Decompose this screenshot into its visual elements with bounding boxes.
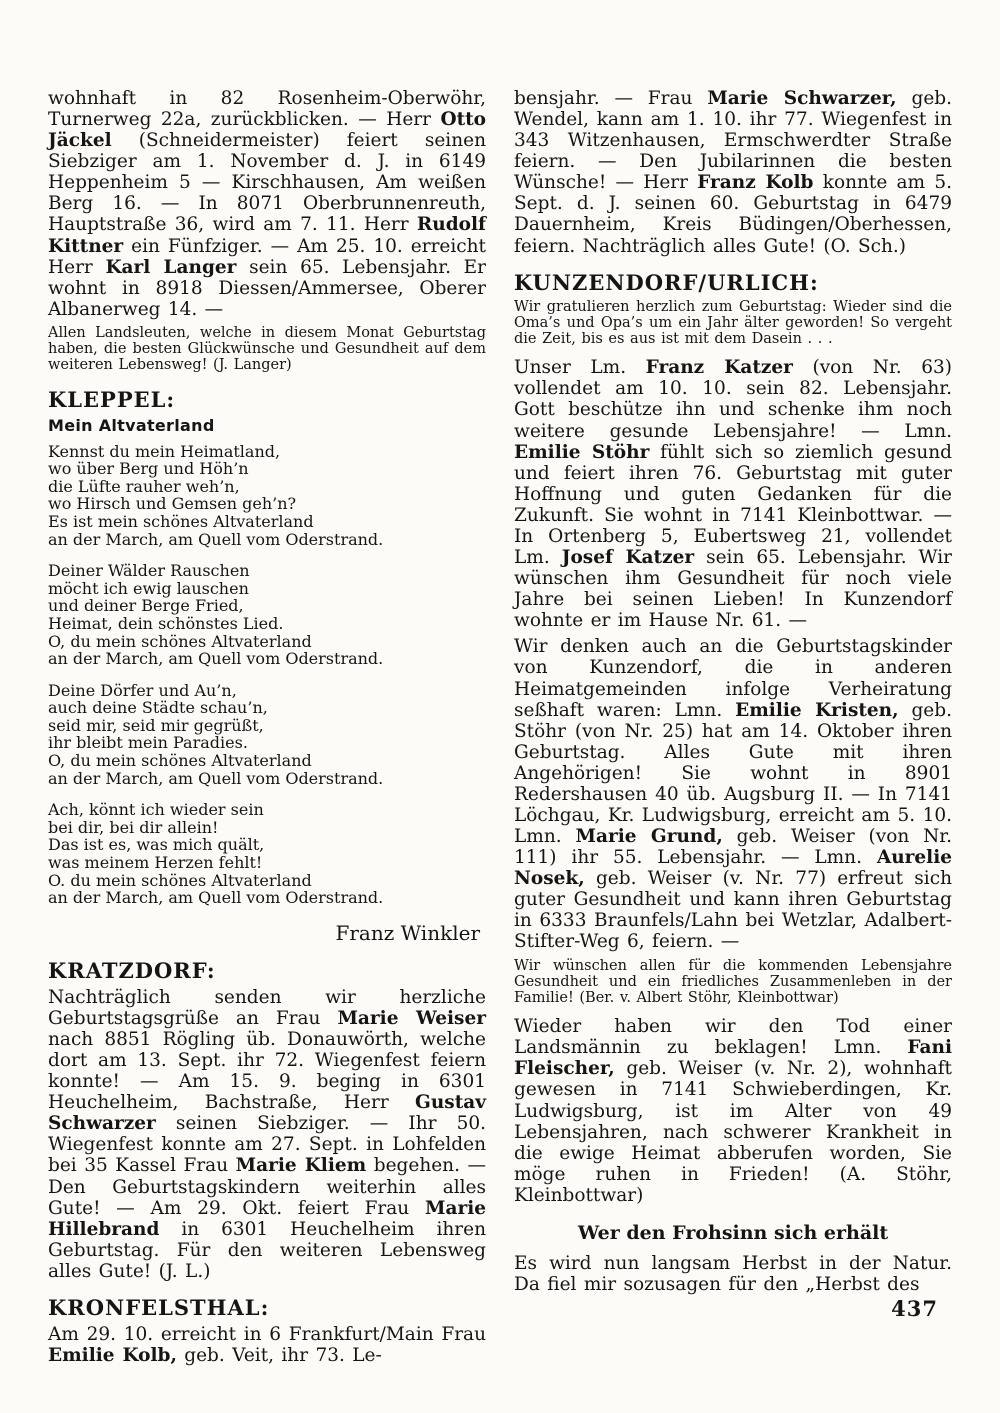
poem-line: Deine Dörfer und Au’n,: [48, 680, 237, 700]
poem-line: bei dir, bei dir allein!: [48, 817, 219, 837]
paragraph-kunzendorf-birthdays: [514, 357, 952, 631]
text-run: Wir gratulieren herzlich zum Geburtstag: Wieder sind die Oma’s und Opa’s um ein Jahr älter geworden! So vergeht die Zeit, bis es aus ist mit dem Dasein . . .: [514, 298, 952, 348]
paragraph-obituary: [514, 1016, 952, 1206]
text-run: sein 65. Lebensjahr. Er wohnt in 8918 Diessen/Ammersee, Oberer Albanerweg 14. —: [48, 256, 486, 320]
text-run: bensjahr. — Frau: [514, 88, 708, 109]
right-column: [514, 88, 952, 1371]
heading-kratzdorf: KRATZDORF:: [48, 957, 216, 983]
poem-line: O. du mein schönes Altvaterland: [48, 870, 312, 890]
text-run: geb. Weiser (v. Nr. 77) erfreut sich guter Gesundheit und kann ihren Geburtstag in 6333 Braunfels/Lahn bei Wetzlar, Adalbert-Stifter-Weg 6, feiern. —: [514, 868, 952, 953]
poem-line: Das ist es, was mich quält,: [48, 835, 265, 855]
text-run: Unser Lm.: [514, 357, 646, 379]
paragraph-kunzendorf-away: [514, 636, 952, 952]
poem-line: was meinem Herzen fehlt!: [48, 853, 263, 873]
person-name: Josef Katzer: [561, 547, 695, 569]
person-name: Marie Hillebrand: [48, 1197, 486, 1240]
heading-frohsinn: Wer den Frohsinn sich erhält: [577, 1221, 889, 1244]
person-name: Gustav Schwarzer: [48, 1092, 486, 1135]
paragraph-kratzdorf: [48, 987, 486, 1282]
text-run: Es wird nun langsam Herbst in der Natur. Da fiel mir sozusagen für den „Herbst des: [514, 1252, 952, 1295]
text-run: konnte am 5. Sept. d. J. seinen 60. Geburtstag in 6479 Dauernheim, Kreis Büdingen/Oberhessen, feiern. Nachträglich alles Gute! (O. Sch.): [514, 172, 952, 257]
poem-line: seid mir, seid mir gegrüßt,: [48, 715, 264, 735]
poem-line: Heimat, dein schönstes Lied.: [48, 613, 284, 633]
text-run: geb. Veit, ihr 73. Le-: [176, 1344, 382, 1366]
poem-line: O, du mein schönes Altvaterland: [48, 751, 312, 771]
person-name: Karl Langer: [105, 256, 237, 278]
person-name: Marie Grund,: [575, 826, 723, 848]
person-name: Marie Weiser: [337, 1007, 486, 1029]
poem-line: an der March, am Quell vom Oderstrand.: [48, 649, 384, 669]
poem-line: an der March, am Quell vom Oderstrand.: [48, 768, 384, 788]
poem-stanza-4: [48, 801, 486, 907]
person-name: Franz Kolb: [697, 172, 814, 194]
poem-line: die Lüfte rauher weh’n,: [48, 476, 240, 496]
poem-line: wo Hirsch und Gemsen geh’n?: [48, 494, 297, 514]
paragraph-kronfelsthal-continued: [514, 88, 952, 257]
person-name: Marie Schwarzer,: [707, 88, 897, 109]
poem-title: Mein Altvaterland: [48, 415, 215, 435]
text-run: Am 29. 10. erreicht in 6 Frankfurt/Main Frau: [48, 1323, 486, 1345]
person-name: Emilie Kolb,: [48, 1344, 177, 1366]
poem-line: O, du mein schönes Altvaterland: [48, 631, 312, 651]
text-run: Wir wünschen allen für die kommenden Lebensjahre Gesundheit und ein friedliches Zusammenleben in der Familie! (Ber. v. Albert Stöhr, Kleinbottwar): [514, 957, 952, 1006]
poem-stanza-2: [48, 562, 486, 668]
text-run: geb. Weiser (von Nr. 111) ihr 55. Lebensjahr. — Lmn.: [514, 826, 952, 869]
left-column: [48, 88, 486, 1371]
paragraph-kronfelsthal: [48, 1324, 486, 1366]
person-name: Marie Kliem: [235, 1155, 367, 1177]
poem-line: auch deine Städte schau’n,: [48, 698, 268, 718]
paragraph-frohsinn-intro: [514, 1253, 952, 1295]
note-kunzendorf-wishes: [514, 958, 952, 1007]
text-run: geb. Stöhr (von Nr. 25) hat am 14. Oktober ihren Geburtstag. Alles Gute mit ihren Angehörigen! Sie wohnt in 8901 Redershausen 40 üb. Augsburg II. — In 7141 Löchgau, Kr. Ludwigsburg, erreicht am 5. 10. Lmn.: [514, 699, 952, 848]
text-run: nach 8851 Rögling üb. Donauwörth, welche dort am 13. Sept. ihr 72. Wiegenfest feiern konnte! — Am 15. 9. beging in 6301 Heuchelheim, Bachstraße, Herr: [48, 1028, 486, 1114]
text-run: seinen Siebziger. — Ihr 50. Wiegenfest konnte am 27. Sept. in Lohfelden bei 35 Kassel Frau: [48, 1113, 486, 1177]
paragraph-birthdays-continued: [48, 88, 486, 320]
text-run: Wieder haben wir den Tod einer Landsmännin zu beklagen! Lmn.: [514, 1016, 952, 1059]
poem-line: Ach, könnt ich wieder sein: [48, 800, 264, 820]
poem-line: Es ist mein schönes Altvaterland: [48, 511, 314, 531]
heading-kronfelsthal: KRONFELSTHAL:: [48, 1294, 270, 1320]
person-name: Emilie Kristen,: [735, 699, 899, 721]
poem-stanza-3: [48, 682, 486, 788]
two-column-layout: [48, 88, 952, 1371]
text-run: Wir denken auch an die Geburtstagskinder von Kunzendorf, die in anderen Heimatgemeinden infolge Verheiratung seßhaft waren: Lmn.: [514, 636, 952, 721]
poem-line: Deiner Wälder Rauschen: [48, 561, 250, 581]
note-congratulations: [48, 325, 486, 374]
person-name: Emilie Stöhr: [514, 441, 650, 463]
person-name: Franz Katzer: [645, 357, 793, 379]
poem-line: möcht ich ewig lauschen: [48, 578, 249, 598]
text-run: Allen Landsleuten, welche in diesem Monat Geburtstag haben, die besten Glückwünsche und Gesundheit auf dem weiteren Lebensweg! (J. Langer): [48, 324, 486, 374]
heading-kleppel: KLEPPEL:: [48, 386, 176, 412]
poem-line: ihr bleibt mein Paradies.: [48, 733, 248, 753]
person-name: Otto Jäckel: [48, 109, 486, 152]
person-name: Rudolf Kittner: [48, 214, 486, 257]
poem-line: wo über Berg und Höh’n: [48, 459, 249, 479]
person-name: Fani Fleischer,: [514, 1037, 952, 1080]
text-run: Nachträglich senden wir herzliche Geburtstagsgrüße an Frau: [48, 986, 486, 1029]
poem-line: an der March, am Quell vom Oderstrand.: [48, 529, 384, 549]
poem-line: an der March, am Quell vom Oderstrand.: [48, 888, 384, 908]
heading-kunzendorf-urlich: KUNZENDORF/URLICH:: [514, 269, 819, 295]
text-run: fühlt sich so ziemlich gesund und feiert ihren 76. Geburtstag mit guter Hoffnung und guten Gedanken für die Zukunft. Sie wohnt in 7141 Kleinbottwar. — In Ortenberg 5, Eubertsweg 21, vollendet Lm.: [514, 441, 952, 569]
text-run: (von Nr. 63) vollendet am 10. 10. sein 82. Lebensjahr. Gott beschütze ihn und schenke ihm noch weitere gesunde Lebensjahre! — Lmn.: [514, 357, 952, 442]
text-run: begehen. — Den Geburtstagskindern weiterhin alles Gute! — Am 29. Okt. feiert Frau: [48, 1155, 486, 1219]
page-number: 437: [891, 1296, 938, 1321]
note-kunzendorf-intro: [514, 299, 952, 348]
text-run: sein 65. Lebensjahr. Wir wünschen ihm Gesundheit für noch viele Jahre bei seinen Lieben! In Kunzendorf wohnte er im Hause Nr. 61. —: [514, 547, 953, 632]
poem-line: und deiner Berge Fried,: [48, 596, 244, 616]
poem-line: Kennst du mein Heimatland,: [48, 441, 281, 461]
text-run: (Schneidermeister) feiert seinen Siebziger am 1. November d. J. in 6149 Heppenheim 5 — Kirschhausen, Am weißen Berg 16. — In 8071 Oberbrunnenreuth, Hauptstraße 36, wird am 7. 11. Herr: [48, 130, 486, 236]
text-run: wohnhaft in 82 Rosenheim-Oberwöhr, Turnerweg 22a, zurückblicken. — Herr: [48, 88, 486, 131]
text-run: geb. Weiser (v. Nr. 2), wohnhaft gewesen in 7141 Schwieberdingen, Kr. Ludwigsburg, ist im Alter von 49 Lebensjahren, nach schwerer Krankheit in die ewige Heimat abberufen worden, Sie möge ruhen in Frieden! (A. Stöhr, Kleinbottwar): [514, 1058, 952, 1206]
poem-author: Franz Winkler: [335, 920, 480, 945]
text-run: geb. Wendel, kann am 1. 10. ihr 77. Wiegenfest in 343 Witzenhausen, Ermschwerdter Straße feiern. — Den Jubilarinnen die besten Wünsche! — Herr: [514, 88, 952, 194]
poem-stanza-1: [48, 443, 486, 549]
person-name: Aurelie Nosek,: [514, 847, 952, 890]
text-run: ein Fünfziger. — Am 25. 10. erreicht Herr: [48, 235, 486, 278]
text-run: in 6301 Heuchelheim ihren Geburtstag. Für den weiteren Lebensweg alles Gute! (J. L.): [48, 1218, 486, 1282]
